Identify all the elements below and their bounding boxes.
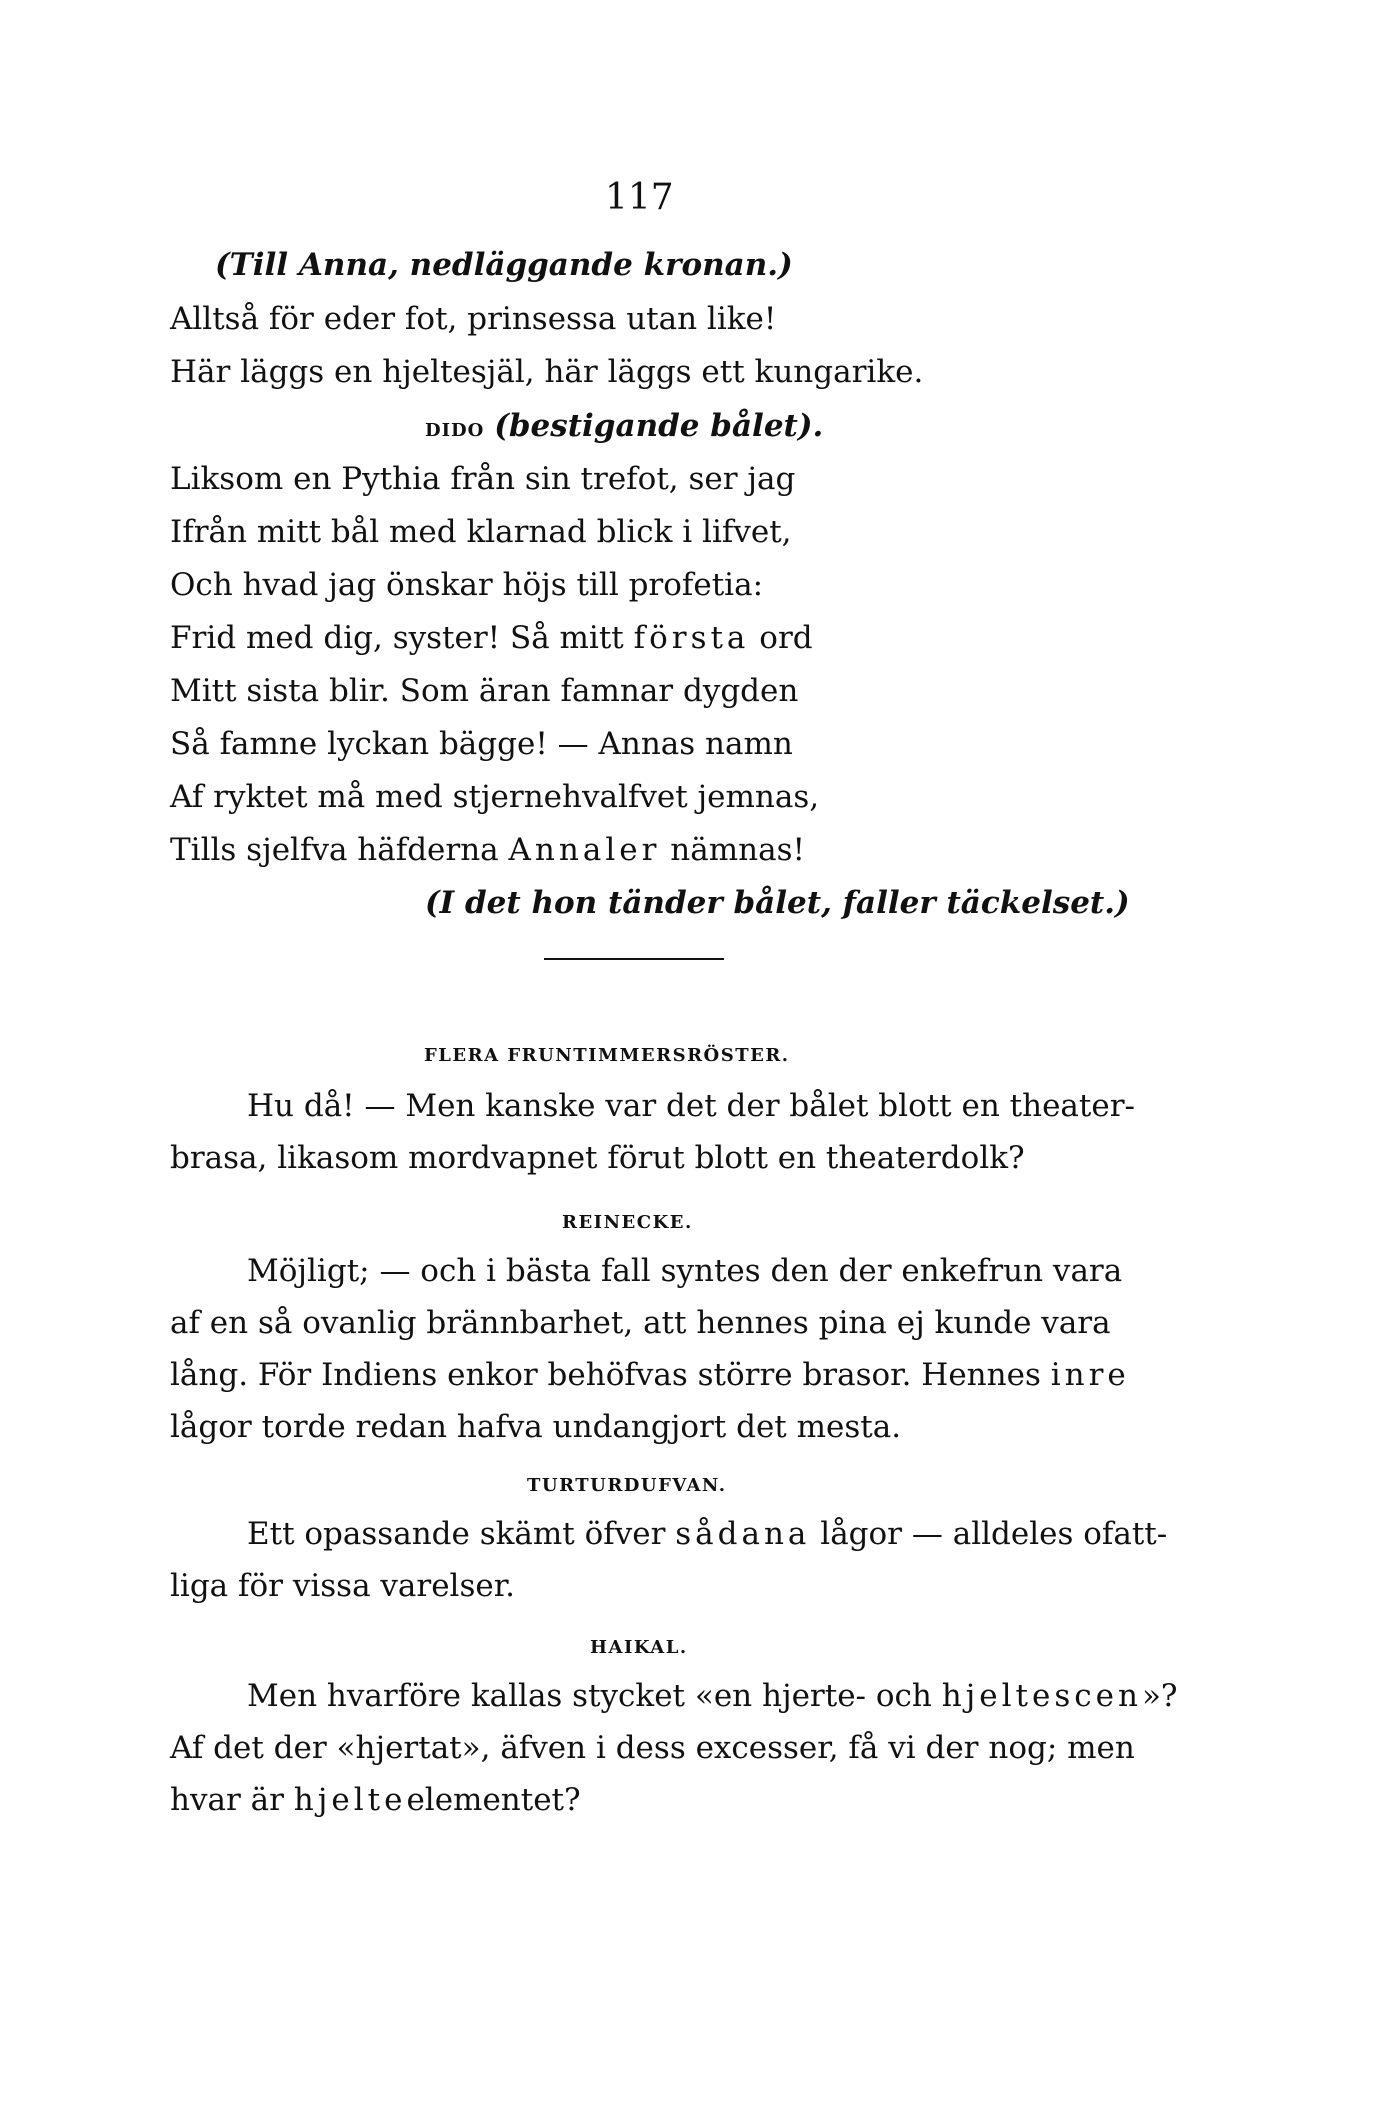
text-run: nämnas! xyxy=(660,832,805,868)
verse-line: Mitt sista blir. Som äran famnar dygden xyxy=(170,673,799,709)
section-divider xyxy=(544,958,724,960)
speaker-heading-flera: FLERA FRUNTIMMERSRÖSTER. xyxy=(424,1045,790,1066)
speech-turturdufvan xyxy=(170,1508,1167,1612)
text-run: ord xyxy=(749,620,813,656)
prose-line: Af det der «hjertat», äfven i dess excesser, få vi der nog; men xyxy=(170,1730,1135,1766)
verse-line: Här läggs en hjeltesjäl, här läggs ett kungarike. xyxy=(170,354,924,390)
speaker-heading-reinecke: REINECKE. xyxy=(562,1212,693,1233)
speech-haikal xyxy=(170,1670,1178,1826)
emphasized-word: första xyxy=(633,620,750,656)
speech-reinecke xyxy=(170,1245,1130,1453)
prose-line xyxy=(170,1774,1178,1826)
speech-flera xyxy=(170,1080,1135,1184)
text-run: lång. För Indiens enkor behöfvas större brasor. Hennes xyxy=(170,1357,1051,1393)
prose-line xyxy=(170,1670,1178,1722)
speaker-heading-turturdufvan: TURTURDUFVAN. xyxy=(527,1475,727,1496)
text-run: Tills sjelfva häfderna xyxy=(170,832,509,868)
text-run: Frid med dig, syster! Så mitt xyxy=(170,620,634,656)
stage-direction-top: (Till Anna, nedläggande kronan.) xyxy=(215,247,793,283)
emphasized-word: inre xyxy=(1050,1357,1130,1393)
text-run: hvar är xyxy=(170,1782,294,1818)
prose-line: lågor torde redan hafva undangjort det mesta. xyxy=(170,1409,902,1445)
speaker-direction: (bestigande bålet). xyxy=(494,408,824,444)
prose-line: Hu då! — Men kanske var det der bålet blott en theater- xyxy=(247,1088,1136,1124)
prose-line: Möjligt; — och i bästa fall syntes den der enkefrun vara xyxy=(247,1253,1123,1289)
verse-line: Så famne lyckan bägge! — Annas namn xyxy=(170,726,793,762)
prose-line xyxy=(170,1349,1130,1401)
prose-line xyxy=(170,1508,1167,1560)
verse-line: Alltså för eder fot, prinsessa utan like! xyxy=(170,301,777,337)
verse-line: Af ryktet må med stjernehvalfvet jemnas, xyxy=(170,779,820,815)
prose-line: af en så ovanlig brännbarhet, att hennes pina ej kunde vara xyxy=(170,1305,1111,1341)
emphasized-word: sådana xyxy=(675,1516,811,1552)
stage-direction-bottom: (I det hon tänder bålet, faller täckelset.) xyxy=(425,885,1130,921)
verse-line: Och hvad jag önskar höjs till profetia: xyxy=(170,567,764,603)
verse-line: Ifrån mitt bål med klarnad blick i lifvet, xyxy=(170,514,792,550)
prose-line: brasa, likasom mordvapnet förut blott en theaterdolk? xyxy=(170,1140,1025,1176)
verse-line xyxy=(170,620,813,656)
emphasized-word: Annaler xyxy=(508,832,661,868)
text-run: lågor — alldeles ofatt- xyxy=(810,1516,1168,1552)
page-number: 117 xyxy=(605,177,674,218)
speaker-heading-haikal: HAIKAL. xyxy=(590,1637,688,1658)
emphasized-word: hjelte xyxy=(293,1782,407,1818)
verse-line xyxy=(170,832,805,868)
prose-line: liga för vissa varelser. xyxy=(170,1568,515,1604)
text-run: Ett opassande skämt öfver xyxy=(247,1516,676,1552)
emphasized-word: hjeltescen xyxy=(941,1678,1142,1714)
text-run: Men hvarföre kallas stycket «en hjerte- och xyxy=(247,1678,942,1714)
speaker-heading-dido xyxy=(425,408,823,444)
text-run: »? xyxy=(1141,1678,1178,1714)
verse-line: Liksom en Pythia från sin trefot, ser jag xyxy=(170,461,796,497)
speaker-name: DIDO xyxy=(425,420,485,441)
text-run: elementet? xyxy=(406,1782,581,1818)
